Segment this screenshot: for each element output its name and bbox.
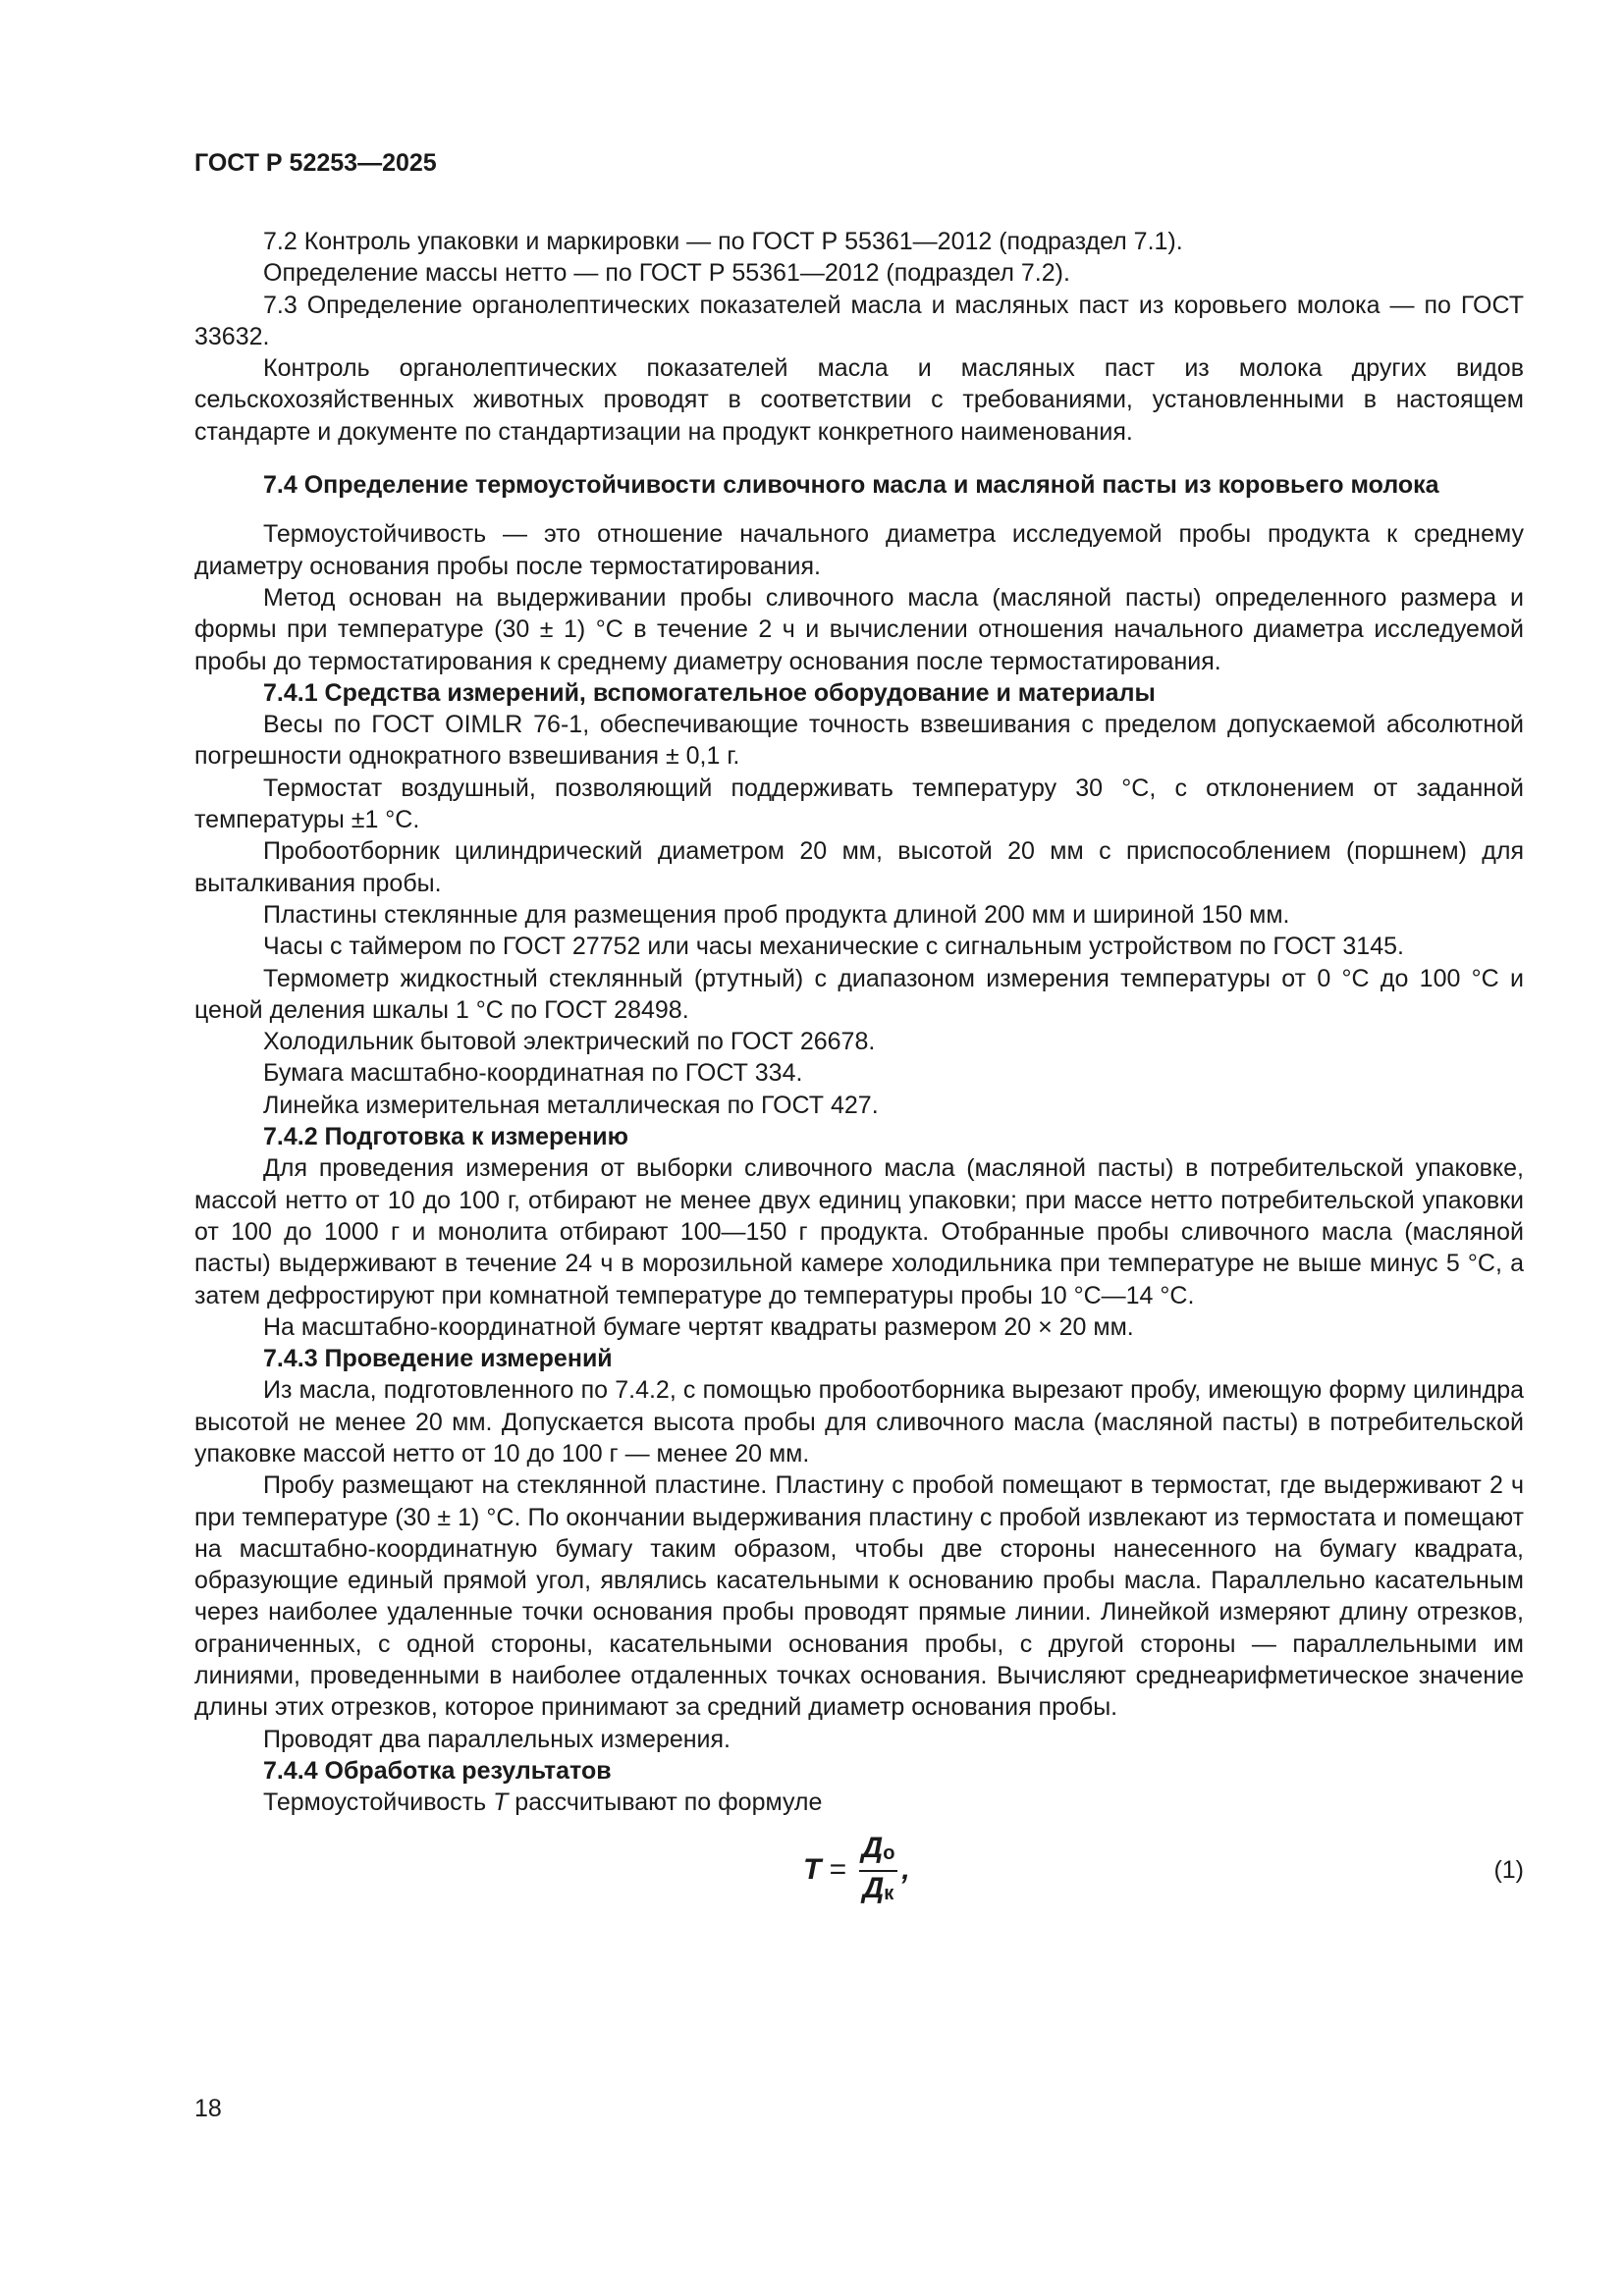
paragraph: Метод основан на выдерживании пробы сливочного масла (масляной пасты) определенного размера и формы при температуре (30 ± 1) °С в течение 2 ч и вычислении отношения начального диаметра исследуемой пробы до термостатирования к среднему диаметру основания после термостатирования. [194, 583, 1524, 675]
subsection-heading-7-4-1: 7.4.1 Средства измерений, вспомогательное оборудование и материалы [263, 678, 1156, 707]
formula-equals: = [821, 1853, 855, 1887]
paragraph: Пластины стеклянные для размещения проб продукта длиной 200 мм и шириной 150 мм. [263, 900, 1290, 929]
paragraph-7-2: 7.2 Контроль упаковки и маркировки — по ГОСТ Р 55361—2012 (подраздел 7.1). [263, 228, 1183, 255]
denominator-subscript: к [884, 1882, 894, 1904]
paragraph: Весы по ГОСТ OIMLR 76-1, обеспечивающие точность взвешивания с пределом допускаемой абсолютной погрешности однократного взвешивания ± 0,1 г. [194, 711, 1524, 771]
page-number: 18 [194, 2095, 222, 2122]
paragraph-7-3: 7.3 Определение органолептических показателей масла и масляных паст из коровьего молока — по ГОСТ 33632. [194, 291, 1524, 350]
paragraph: Пробу размещают на стеклянной пластине. Пластину с пробой помещают в термостат, где выдерживают 2 ч при температуре (30 ± 1) °С. По окончании выдерживания пластину с пробой извлекают из термостата и помещают на масштабно-координатную бумагу таким образом, чтобы две стороны нанесенного на бумагу квадрата, образующие единый прямой угол, являлись касательными к основанию пробы масла. Параллельно касательным через наиболее удаленные точки основания пробы проводят прямые линии. Линейкой измеряют длину отрезков, ограниченных, с одной стороны, касательными основания пробы, с другой стороны — параллельными им линиями, проведенными в наиболее отдаленных точках основания. Вычисляют среднеарифметическое значение длины этих отрезков, которое принимают за средний диаметр основания пробы. [194, 1471, 1524, 1722]
formula [803, 1833, 910, 1909]
formula-comma: , [901, 1853, 910, 1887]
paragraph: Пробоотборник цилиндрический диаметром 20 мм, высотой 20 мм с приспособлением (поршнем) для выталкивания пробы. [194, 837, 1524, 897]
equation-number: (1) [1493, 1855, 1524, 1884]
numerator-subscript: о [883, 1842, 895, 1864]
paragraph: Термоустойчивость — это отношение начального диаметра исследуемой пробы продукта к среднему диаметру основания пробы после термостатирования. [194, 520, 1524, 580]
subsection-heading-7-4-4: 7.4.4 Обработка результатов [263, 1756, 612, 1785]
subsection-heading-7-4-3: 7.4.3 Проведение измерений [263, 1345, 613, 1373]
paragraph: Термометр жидкостный стеклянный (ртутный) с диапазоном измерения температуры от 0 °С до 100 °С и ценой деления шкалы 1 °С по ГОСТ 28498. [194, 964, 1524, 1024]
section-heading-7-4: 7.4 Определение термоустойчивости сливочного масла и масляной пасты из коровьего молока [263, 471, 1439, 500]
paragraph: Определение массы нетто — по ГОСТ Р 55361—2012 (подраздел 7.2). [263, 259, 1070, 288]
denominator-base: Д [862, 1871, 885, 1904]
formula-lhs: T [803, 1853, 822, 1887]
formula-fraction [859, 1833, 898, 1909]
formula-intro-symbol: T [493, 1789, 509, 1817]
formula-intro-after: рассчитывают по формуле [508, 1789, 823, 1817]
paragraph: Холодильник бытовой электрический по ГОСТ 26678. [263, 1028, 876, 1056]
paragraph: Из масла, подготовленного по 7.4.2, с помощью пробоотборника вырезают пробу, имеющую форму цилиндра высотой не менее 20 мм. Допускается высота пробы для сливочного масла (масляной пасты) в потребительской упаковке массой нетто от 10 до 100 г — менее 20 мм. [194, 1376, 1524, 1468]
paragraph: Часы с таймером по ГОСТ 27752 или часы механические с сигнальным устройством по ГОСТ 3145. [263, 933, 1404, 961]
formula-intro [194, 1787, 1524, 1818]
document-body [194, 226, 1524, 1909]
paragraph: Линейка измерительная металлическая по ГОСТ 427. [263, 1091, 879, 1119]
subsection-heading-7-4-2: 7.4.2 Подготовка к измерению [263, 1123, 628, 1151]
paragraph: Проводят два параллельных измерения. [263, 1725, 731, 1753]
paragraph: Для проведения измерения от выборки сливочного масла (масляной пасты) в потребительской упаковке, массой нетто от 10 до 100 г, отбирают не менее двух единиц упаковки; при массе нетто потребительской упаковки от 100 до 1000 г и монолита отбирают 100—150 г продукта. Отобранные пробы сливочного масла (масляной пасты) выдерживают в течение 24 ч в морозильной камере холодильника при температуре не выше минус 5 °С, а затем дефростируют при комнатной температуре до температуры пробы 10 °С—14 °С. [194, 1154, 1524, 1309]
formula-intro-before: Термоустойчивость [263, 1789, 494, 1817]
paragraph: Бумага масштабно-координатная по ГОСТ 334. [263, 1059, 803, 1088]
paragraph: Контроль органолептических показателей масла и масляных паст из молока других видов сельскохозяйственных животных проводят в соответствии с требованиями, установленными в настоящем стандарте и документе по стандартизации на продукт конкретного наименования. [194, 354, 1524, 446]
formula-row [194, 1833, 1524, 1909]
paragraph: На масштабно-координатной бумаге чертят квадраты размером 20 × 20 мм. [263, 1312, 1134, 1341]
numerator-base: Д [861, 1831, 884, 1864]
formula-numerator [859, 1833, 898, 1872]
document-header: ГОСТ Р 52253—2025 [194, 149, 437, 177]
formula-denominator [860, 1872, 897, 1909]
paragraph: Термостат воздушный, позволяющий поддерживать температуру 30 °С, с отклонением от заданной температуры ±1 °С. [194, 774, 1524, 834]
